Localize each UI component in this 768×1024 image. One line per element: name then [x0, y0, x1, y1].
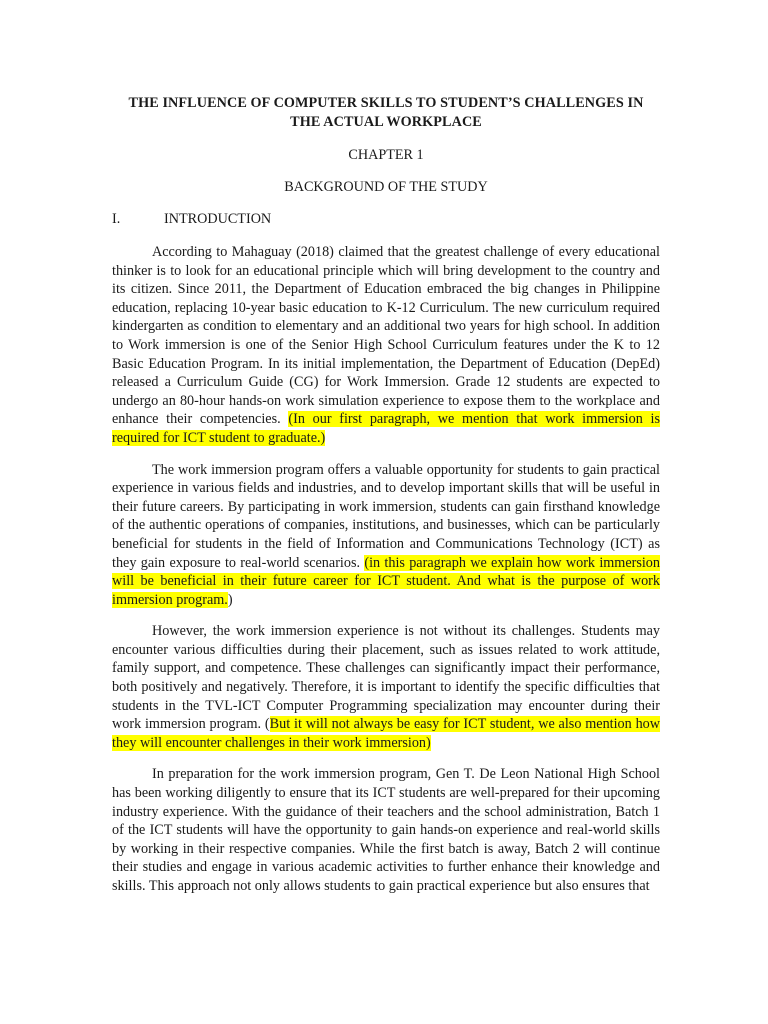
document-title: THE INFLUENCE OF COMPUTER SKILLS TO STUDENT’S CHALLENGES IN THE ACTUAL WORKPLACE — [128, 95, 644, 130]
paragraph-4 — [112, 765, 660, 895]
paragraph-1-highlight: (In our first paragraph, we mention that work immersion is required for ICT student to graduate.) — [112, 411, 660, 446]
section-title: INTRODUCTION — [164, 211, 272, 227]
paragraph-2-after: ) — [227, 591, 233, 608]
background-heading: BACKGROUND OF THE STUDY — [284, 179, 488, 195]
section-heading — [112, 210, 660, 229]
paragraph-3 — [112, 622, 660, 752]
paragraph-1-text: According to Mahaguay (2018) claimed that the greatest challenge of every educational thinker is to look for an educational principle which will bring development to the country and its citizen. Since 2011, the Department of Education embraced the big changes in Philippine education, replacing 10-year basic education to K-12 Curriculum. The new curriculum required kindergarten as condition to elementary and an additional two years for high school. In addition to Work immersion is one of the Senior High School Curriculum features under the K to 12 Basic Education Program. In its initial implementation, the Department of Education (DepEd) released a Curriculum Guide (CG) for Work Immersion. Grade 12 students are expected to undergo an 80-hour hands-on work simulation experience to expose them to the workplace and enhance their competencies. — [112, 244, 660, 428]
paragraph-2-highlight: (in this paragraph we explain how work immersion will be beneficial in their future career for ICT student. And what is the purpose of work immersion program. — [112, 554, 660, 608]
paragraph-2-text: The work immersion program offers a valuable opportunity for students to gain practical experience in various fields and industries, and to develop important skills that will be useful in their future careers. By participating in work immersion, students can gain firsthand knowledge of the authentic operations of companies, institutions, and businesses, which can be particularly beneficial for students in the field of Information and Communications Technology (ICT) as they gain exposure to real-world scenarios. — [112, 461, 660, 571]
paragraph-1 — [112, 243, 660, 448]
paragraph-2 — [112, 461, 660, 610]
paragraph-3-highlight: But it will not always be easy for ICT student, we also mention how they will encounter challenges in their work immersion) — [112, 716, 661, 751]
chapter-heading: CHAPTER 1 — [348, 147, 424, 163]
paragraph-3-text: However, the work immersion experience is not without its challenges. Students may encounter various difficulties during their placement, such as issues related to work attitude, family support, and competence. These challenges can significantly impact their performance, both positively and negatively. Therefore, it is important to identify the specific difficulties that students in the TVL-ICT Computer Programming specialization may encounter during their work immersion program. ( — [112, 623, 660, 733]
paragraph-4-text: In preparation for the work immersion program, Gen T. De Leon National High School has been working diligently to ensure that its ICT students are well-prepared for their upcoming industry experience. With the guidance of their teachers and the school administration, Batch 1 of the ICT students will have the opportunity to gain hands-on experience and real-world skills by working in their respective companies. While the first batch is away, Batch 2 will continue their studies and engage in various academic activities to further enhance their knowledge and skills. This approach not only allows students to gain practical experience but also ensures that — [112, 766, 660, 894]
section-number: I. — [112, 211, 121, 227]
